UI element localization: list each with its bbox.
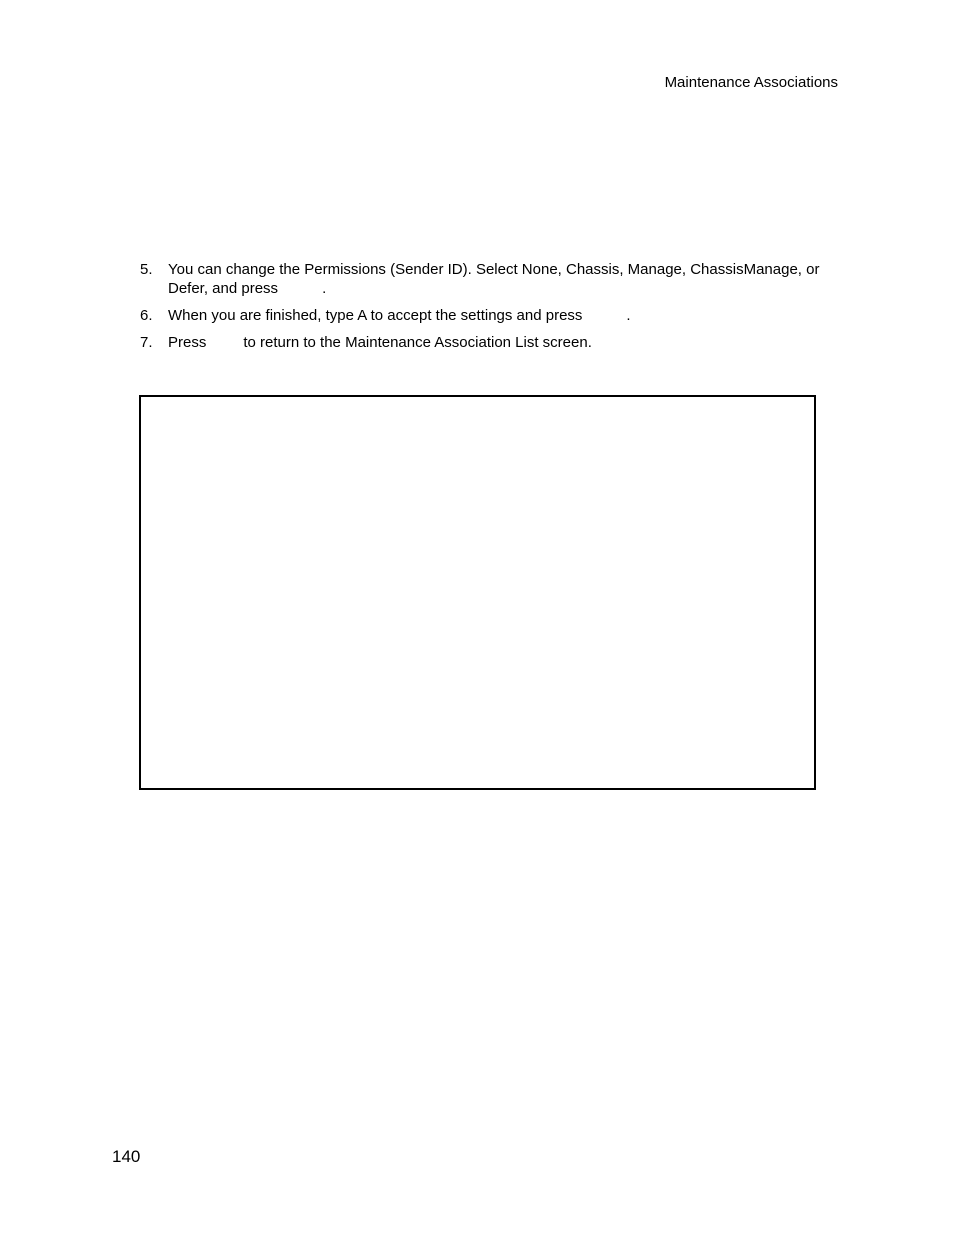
step-7 [140, 333, 840, 352]
step-6 [140, 306, 840, 325]
step-text [168, 306, 840, 325]
screen-capture-frame [139, 395, 816, 790]
step-text [168, 260, 840, 298]
step-text-before: When you are finished, type A to accept the settings and press [168, 307, 583, 324]
step-5 [140, 260, 840, 298]
running-header: Maintenance Associations [664, 74, 838, 91]
step-number: 6. [140, 307, 153, 324]
step-text [168, 333, 840, 352]
step-text-before: Press [168, 334, 207, 351]
step-text-before: You can change the Permissions (Sender ID). Select None, Chassis, Manage, ChassisManage, or Defer, and press [168, 261, 820, 297]
instruction-steps [140, 260, 840, 352]
step-text-after: . [322, 280, 327, 297]
step-number: 5. [140, 261, 153, 278]
step-number: 7. [140, 334, 153, 351]
page-number: 140 [112, 1147, 141, 1166]
step-text-after: . [626, 307, 631, 324]
step-text-after: to return to the Maintenance Association List screen. [243, 334, 592, 351]
